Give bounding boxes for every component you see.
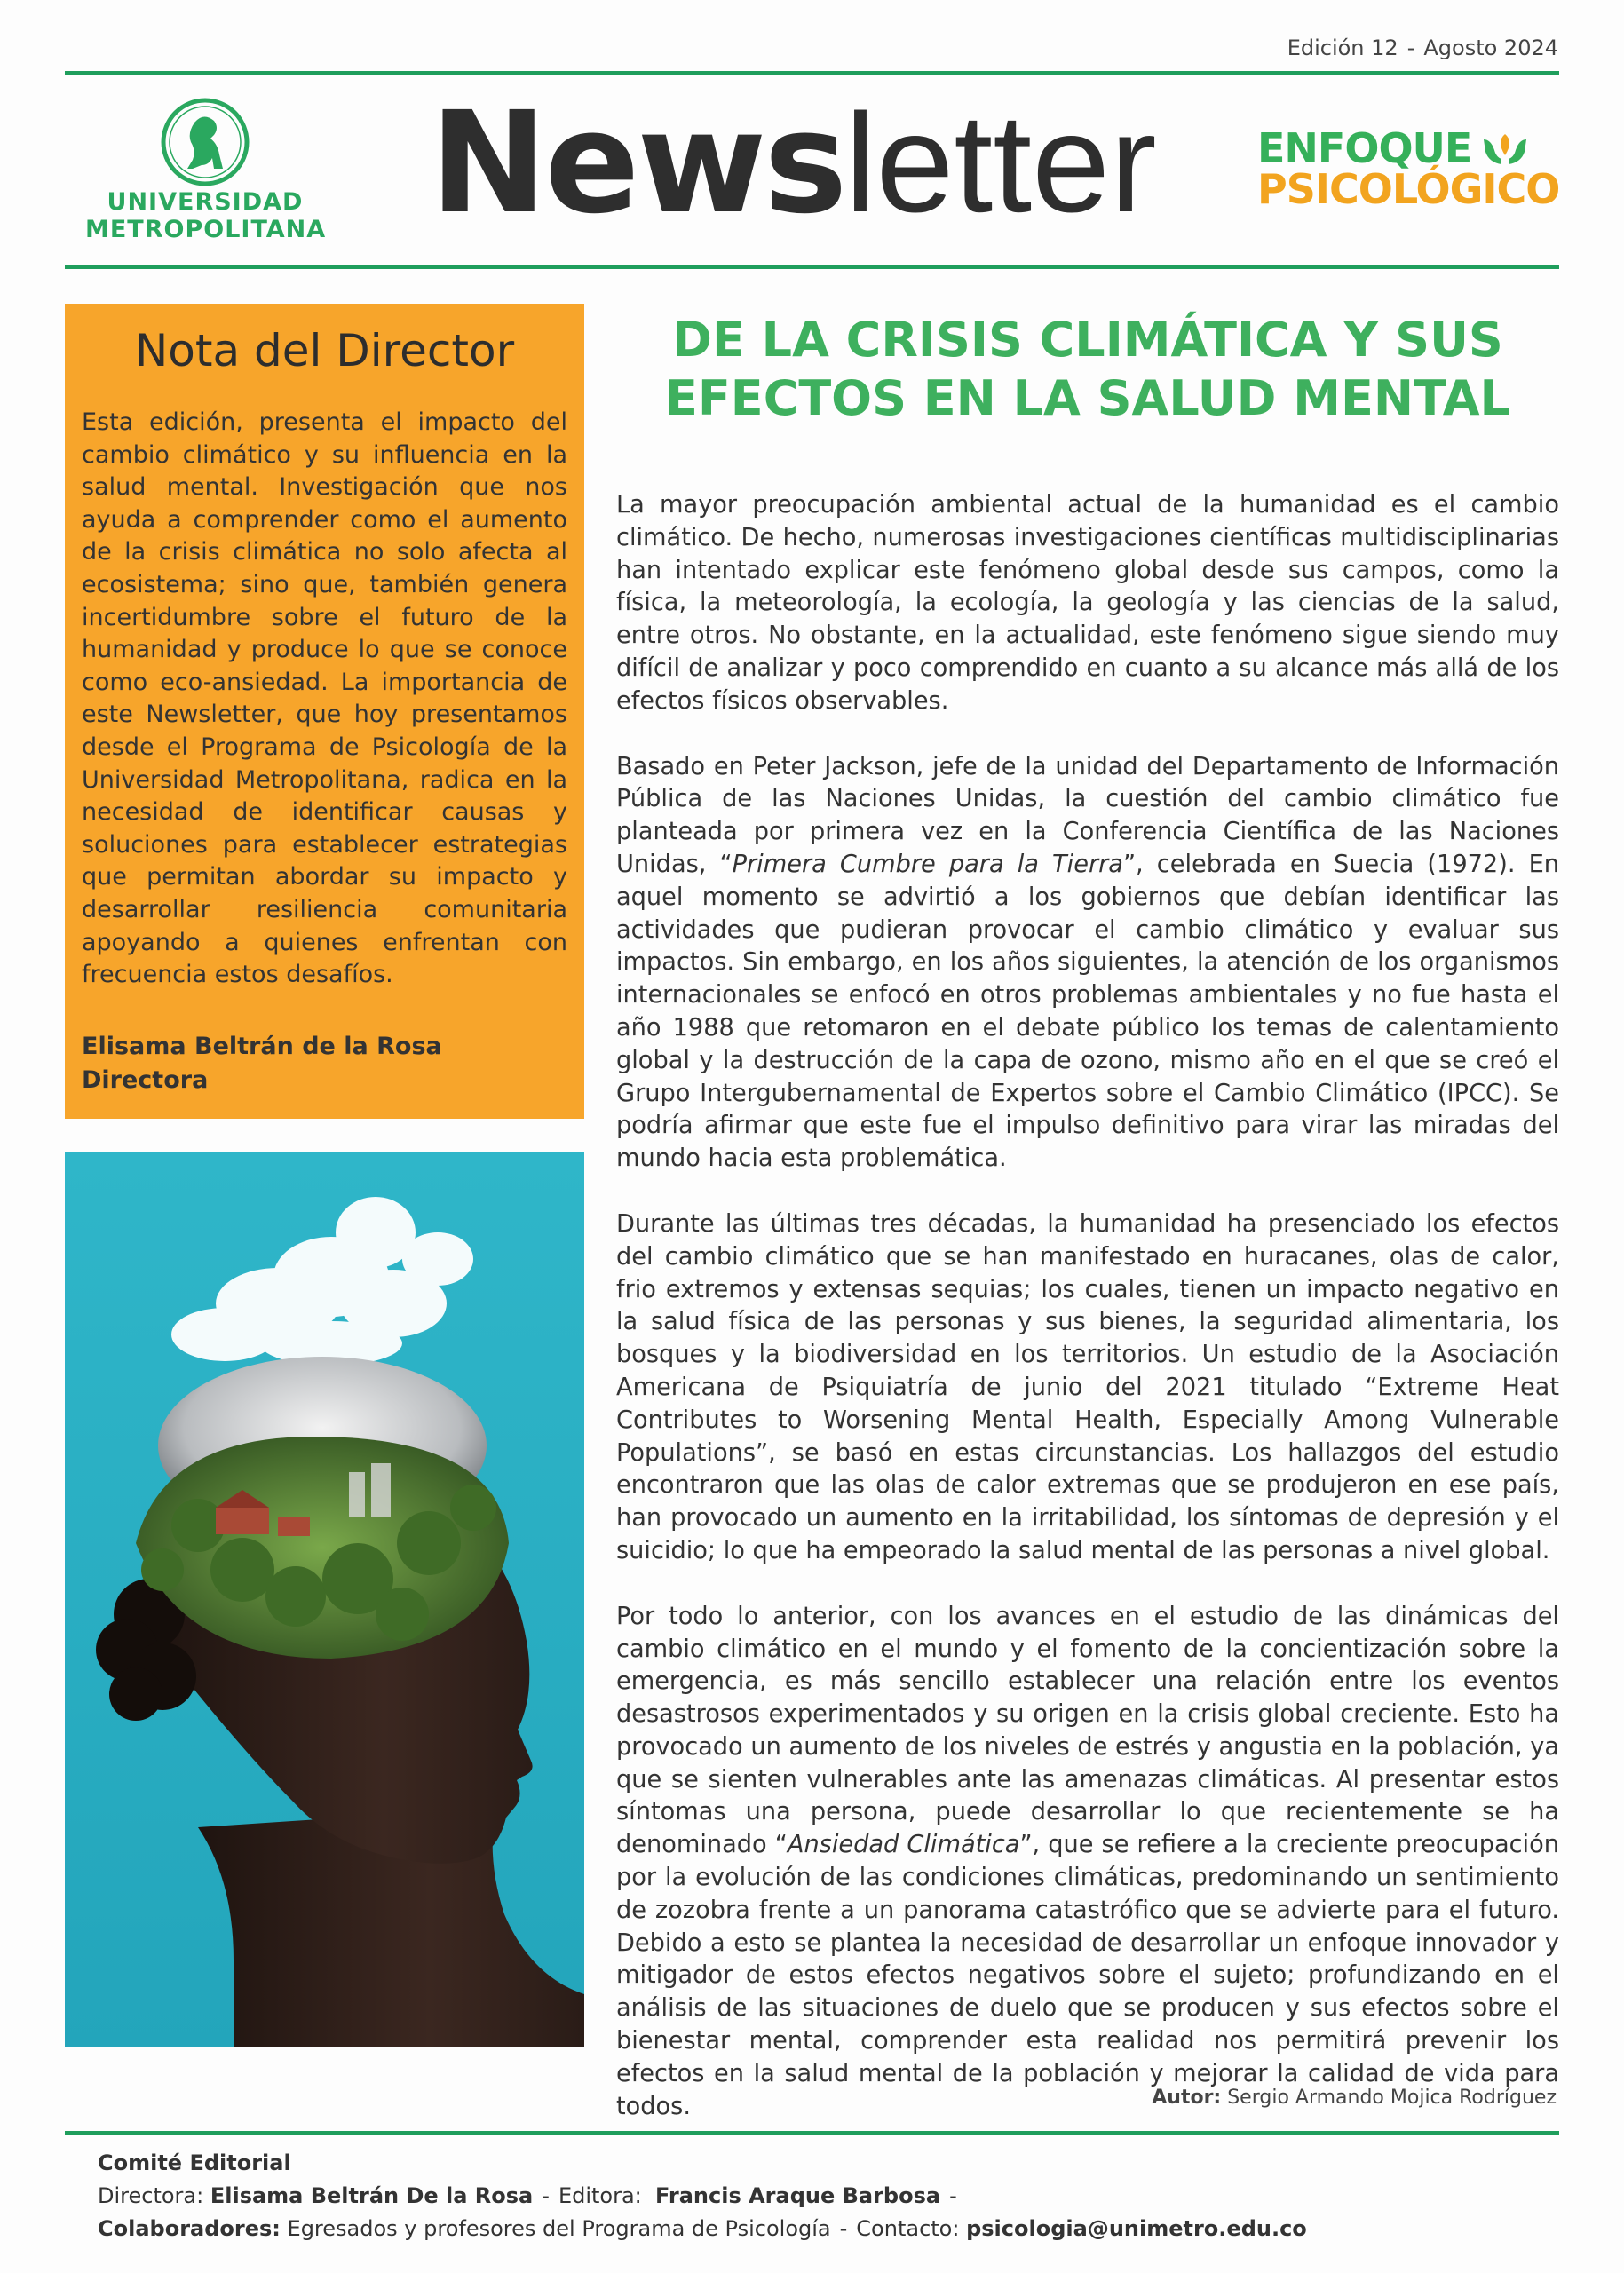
committee-line1: Directora: Elisama Beltrán De la Rosa - Editora: Francis Araque Barbosa - bbox=[98, 2183, 957, 2208]
director-signature bbox=[82, 1030, 442, 1097]
brand-line2: PSICOLÓGICO bbox=[1257, 165, 1560, 213]
author-label: Autor: bbox=[1152, 2087, 1222, 2109]
signature-name: Elisama Beltrán de la Rosa bbox=[82, 1033, 442, 1060]
brand-logo bbox=[1257, 124, 1560, 213]
committee-title: Comité Editorial bbox=[98, 2150, 291, 2175]
top-divider bbox=[65, 71, 1559, 75]
edition-date: Agosto 2024 bbox=[1423, 36, 1558, 60]
university-logo bbox=[85, 96, 325, 243]
contact-email-link[interactable]: psicologia@unimetro.edu.co bbox=[966, 2216, 1307, 2241]
article-body bbox=[616, 489, 1559, 2156]
headline-line2: EFECTOS EN LA SALUD MENTAL bbox=[665, 370, 1510, 426]
headline-line1: DE LA CRISIS CLIMÁTICA Y SUS bbox=[672, 312, 1503, 368]
head-landscape-illustration bbox=[65, 1152, 584, 2047]
committee-line2: Colaboradores: Egresados y profesores del Programa de Psicología - Contacto: psicologia@unimetro.edu.co bbox=[98, 2216, 1307, 2241]
director-note-text: Esta edición, presenta el impacto del cambio climático y su influencia en la salud mental. Investigación que nos ayuda a comprender como el aumento de la crisis climática no solo afecta al ecosistema; sino que, también genera incertidumbre sobre el futuro de la humanidad y produce lo que se conoce como eco-ansiedad. La importancia de este Newsletter, que hoy presentamos desde el Programa de Psicología de la Universidad Metropolitana, radica en la necesidad de identificar causas y soluciones para establecer estrategias que permitan abordar su impacto y desarrollar resiliencia comunitaria apoyando a quienes enfrentan con frecuencia estos desafíos. bbox=[82, 408, 567, 989]
article-author bbox=[1152, 2087, 1557, 2109]
footer-divider bbox=[65, 2131, 1559, 2135]
article-paragraph-3: Durante las últimas tres décadas, la humanidad ha presenciado los efectos del cambio climático que se han manifestado en huracanes, olas de calor, frio extremos y extensas sequias; los cuales, tienen un impacto negativo en la salud física de las personas y sus bienes, la seguridad alimentaria, los bosques y la biodiversidad en los territorios. Un estudio de la Asociación Americana de Psiquiatría de junio del 2021 titulado “Extreme Heat Contributes to Worsening Mental Health, Especially Among Vulnerable Populations”, se basó en estas circunstancias. Los hallazgos del estudio encontraron que las olas de calor extremas que se produjeron en ese país, han provocado un aumento en la irritabilidad, los síntomas de depresión y el suicidio; lo que ha empeorado la salud mental de las personas a nivel global. bbox=[616, 1209, 1559, 1564]
edition-number: Edición 12 bbox=[1287, 36, 1398, 60]
hands-leaf-icon bbox=[1480, 131, 1530, 166]
article-paragraph-2: Basado en Peter Jackson, jefe de la unidad del Departamento de Información Pública de las Naciones Unidas, la cuestión del cambio climático fue planteada por primera vez en la Conferencia Científica de las Naciones Unidas, “Primera Cumbre para la Tierra”, celebrada en Suecia (1972). En aquel momento se advirtió a los gobiernos que debían identificar las actividades que pudieran provocar el cambio climático y evaluar sus impactos. Sin embargo, en los años siguientes, la atención de los organismos internacionales se enfocó en otros problemas ambientales y no fue hasta el año 1988 que retomaron en el debate público los temas de calentamiento global y la destrucción de la capa de ozono, mismo año en el que se creó el Grupo Intergubernamental de Expertos sobre el Cambio Climático (IPCC). Se podría afirmar que este fue el impulso definitivo para virar las miradas del mundo hacia esta problemática. bbox=[616, 752, 1560, 1173]
masthead-title bbox=[430, 82, 1157, 245]
university-name-line1: UNIVERSIDAD bbox=[107, 188, 304, 216]
editorial-committee bbox=[98, 2147, 1307, 2245]
university-emblem-icon bbox=[159, 96, 251, 188]
author-name: Sergio Armando Mojica Rodríguez bbox=[1227, 2087, 1557, 2109]
header-divider bbox=[65, 265, 1559, 269]
director-note-title: Nota del Director bbox=[134, 325, 515, 376]
brand-line1: ENFOQUE bbox=[1257, 124, 1472, 172]
edition-info: Edición 12 - Agosto 2024 bbox=[1287, 36, 1558, 60]
masthead-light: letter bbox=[844, 85, 1157, 242]
signature-role: Directora bbox=[82, 1066, 209, 1094]
article-headline bbox=[616, 311, 1559, 428]
masthead-bold: News bbox=[430, 82, 845, 245]
article-paragraph-4: Por todo lo anterior, con los avances en el estudio de las dinámicas del cambio climático en el mundo y el fomento de la concientización sobre la emergencia, es más sencillo establecer una relación entre los eventos desastrosos experimentados y su origen en la crisis global creciente. Esto ha provocado un aumento de los niveles de estrés y angustia en la población, ya que se sienten vulnerables ante las amenazas climáticas. Al presentar estos síntomas una persona, puede desarrollar lo que recientemente se ha denominado “Ansiedad Climática”, que se refiere a la creciente preocupación por la evolución de las condiciones climáticas, predominando un sentimiento de zozobra frente a un panorama catastrófico que se advierte para el futuro. Debido a esto se plantea la necesidad de desarrollar un enfoque innovador y mitigador de estos efectos negativos sobre el sujeto; profundizando en el análisis de las situaciones de duelo que se producen y sus efectos sobre el bienestar mental, comprender esta realidad nos permitirá prevenir los efectos en la salud mental de la población y mejorar la calidad de vida para todos. bbox=[616, 1602, 1559, 2120]
director-note bbox=[65, 304, 584, 1119]
cover-illustration bbox=[65, 1152, 584, 2047]
article-paragraph-1: La mayor preocupación ambiental actual de la humanidad es el cambio climático. De hecho, numerosas investigaciones científicas multidisciplinarias han intentado explicar este fenómeno global desde sus campos, como la física, la meteorología, la ecología, la geología y las ciencias de la salud, entre otros. No obstante, en la actualidad, este fenómeno sigue siendo muy difícil de analizar y poco comprendido en cuanto a su alcance más allá de los efectos físicos observables. bbox=[616, 491, 1559, 715]
university-name-line2: METROPOLITANA bbox=[85, 216, 327, 243]
